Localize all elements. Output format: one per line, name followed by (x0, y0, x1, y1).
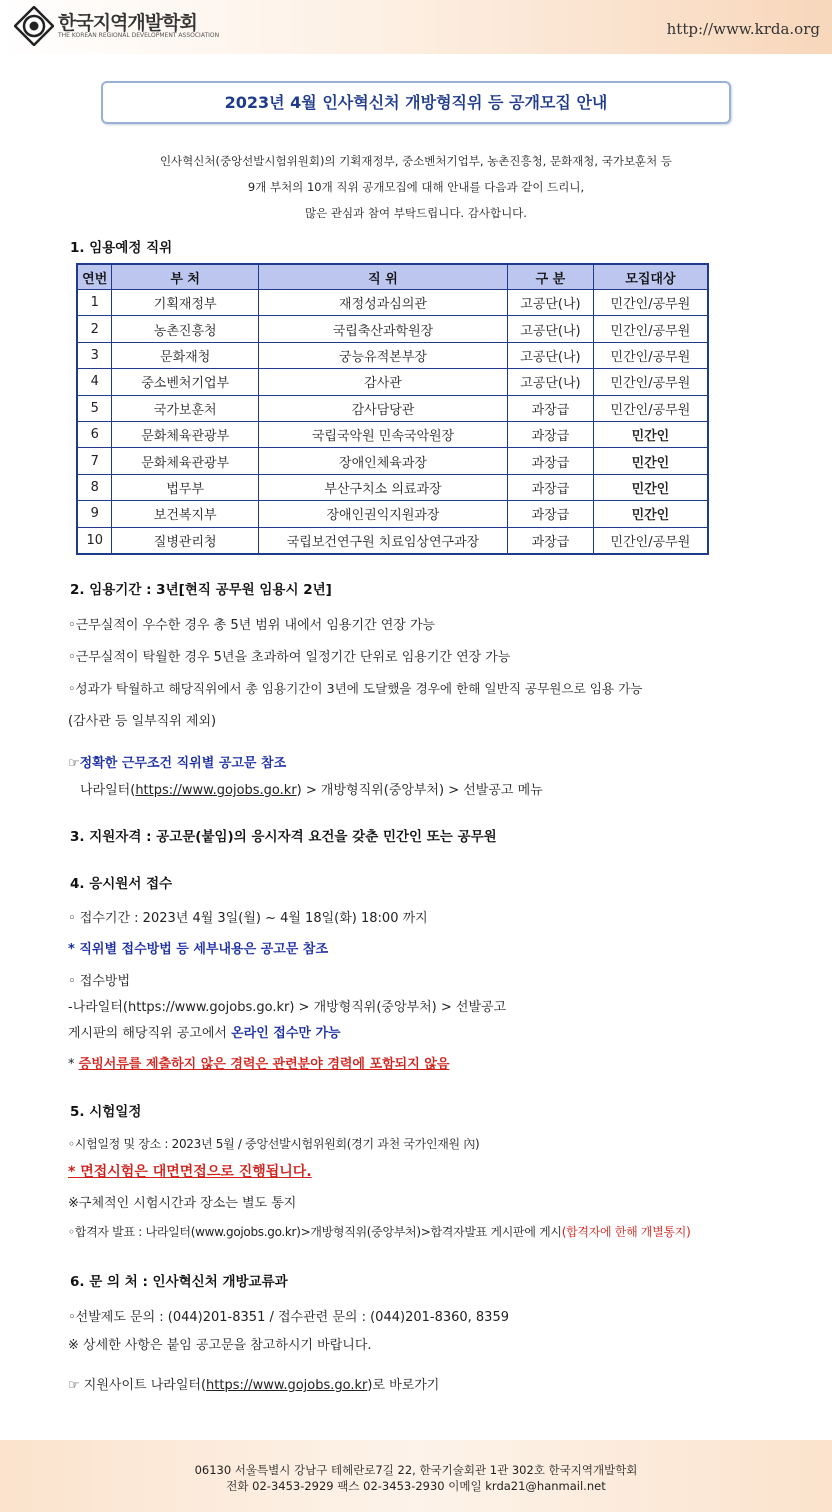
site-url-link[interactable]: http://www.krda.org (666, 20, 820, 38)
result-announcement (68, 1223, 690, 1240)
col-header-no: 연번 (77, 264, 112, 290)
section3-heading: 3. 지원자격 : 공고문(붙임)의 응시자격 요건을 갖춘 민간인 또는 공무원 (70, 829, 497, 845)
cell-grade: 과장급 (508, 395, 594, 421)
col-header-target: 모집대상 (593, 264, 708, 290)
cell-position: 국립축산과학원장 (258, 316, 507, 342)
cell-grade: 과장급 (508, 448, 594, 474)
cell-ministry: 보건복지부 (112, 501, 259, 527)
application-method-detail (68, 1022, 341, 1041)
pointing-hand-icon: ☞ (68, 1378, 80, 1393)
contact-info: ◦선발제도 문의 : (044)201-8351 / 접수관련 문의 : (044)201-8360, 8359 (68, 1310, 509, 1325)
cell-no: 9 (77, 501, 112, 527)
table-row (77, 342, 708, 368)
cell-ministry: 문화체육관광부 (112, 448, 259, 474)
cell-ministry: 질병관리청 (112, 527, 259, 554)
cell-target: 민간인/공무원 (593, 290, 708, 316)
cell-target: 민간인 (593, 501, 708, 527)
cell-grade: 고공단(나) (508, 369, 594, 395)
intro-line: 인사혁신처(중앙선발시험위원회)의 기획재정부, 중소벤처기업부, 농촌진흥청, 문화재청, 국가보훈처 등 (159, 154, 673, 168)
cell-ministry: 국가보훈처 (112, 395, 259, 421)
gojobs-link[interactable]: https://www.gojobs.go.kr (135, 783, 297, 798)
cell-target: 민간인/공무원 (593, 395, 708, 421)
condition-note-text: 정확한 근무조건 직위별 공고문 참조 (79, 756, 287, 771)
cell-grade: 고공단(나) (508, 290, 594, 316)
term-line: ◦근무실적이 우수한 경우 총 5년 범위 내에서 임용기간 연장 가능 (68, 618, 436, 633)
condition-path (80, 779, 543, 798)
support-site-link[interactable] (68, 1374, 439, 1393)
cell-ministry: 중소벤처기업부 (112, 369, 259, 395)
intro-line: 많은 관심과 참여 부탁드립니다. 감사합니다. (305, 206, 527, 220)
result-announcement-text: ◦합격자 발표 : 나라일터(www.gojobs.go.kr)>개방형직위(중앙부처)>합격자발표 게시판에 게시 (68, 1225, 562, 1239)
cell-position: 감사담당관 (258, 395, 507, 421)
cell-no: 3 (77, 342, 112, 368)
term-line: ◦근무실적이 탁월한 경우 5년을 초과하여 일정기간 단위로 임용기간 연장 가능 (68, 650, 511, 665)
term-line: ◦성과가 탁월하고 해당직위에서 총 임용기간이 3년에 도달했을 경우에 한해 일반직 공무원으로 임용 가능 (68, 681, 643, 696)
cell-no: 2 (77, 316, 112, 342)
table-row (77, 421, 708, 447)
table-row (77, 501, 708, 527)
footer-address: 06130 서울특별시 강남구 테헤란로7길 22, 한국기술회관 1관 302호 한국지역개발학회 (194, 1463, 638, 1477)
exam-schedule: ◦시험일정 및 장소 : 2023년 5월 / 중앙선발시험위원회(경기 과천 국가인재원 內) (68, 1137, 480, 1151)
cell-no: 4 (77, 369, 112, 395)
org-name-en: THE KOREAN REGIONAL DEVELOPMENT ASSOCIATION (58, 32, 220, 39)
cell-ministry: 농촌진흥청 (112, 316, 259, 342)
table-row (77, 369, 708, 395)
cell-grade: 고공단(나) (508, 316, 594, 342)
cell-position: 국립국악원 민속국악원장 (258, 421, 507, 447)
cell-position: 장애인권익지원과장 (258, 501, 507, 527)
condition-path-pre: 나라일터( (80, 783, 136, 798)
application-method-path: -나라일터(https://www.gojobs.go.kr) > 개방형직위(중앙부처) > 선발공고 (68, 1000, 507, 1015)
cell-target: 민간인/공무원 (593, 527, 708, 554)
cell-target: 민간인 (593, 421, 708, 447)
table-row (77, 290, 708, 316)
warning-star: * (68, 1057, 79, 1072)
application-period: ◦ 접수기간 : 2023년 4월 3일(월) ~ 4월 18일(화) 18:00 까지 (68, 911, 428, 926)
cell-ministry: 문화체육관광부 (112, 421, 259, 447)
cell-position: 재정성과심의관 (258, 290, 507, 316)
exam-detail-note: ※구체적인 시험시간과 장소는 별도 통지 (68, 1196, 297, 1211)
cell-grade: 고공단(나) (508, 342, 594, 368)
col-header-position: 직 위 (258, 264, 507, 290)
cell-no: 8 (77, 474, 112, 500)
online-only-text: 온라인 접수만 가능 (231, 1026, 341, 1041)
method-detail-pre: 게시판의 해당직위 공고에서 (68, 1026, 232, 1041)
cell-no: 6 (77, 421, 112, 447)
section4-heading: 4. 응시원서 접수 (70, 876, 173, 892)
table-row (77, 316, 708, 342)
warning-text: 증빙서류를 제출하지 않은 경력은 관련분야 경력에 포함되지 않음 (78, 1057, 450, 1072)
cell-target: 민간인 (593, 448, 708, 474)
cell-grade: 과장급 (508, 527, 594, 554)
term-line: (감사관 등 일부직위 제외) (68, 714, 217, 729)
cell-ministry: 법무부 (112, 474, 259, 500)
cell-position: 국립보건연구원 치료임상연구과장 (258, 527, 507, 554)
table-row (77, 527, 708, 554)
condition-path-post: ) > 개방형직위(중앙부처) > 선발공고 메뉴 (296, 783, 543, 798)
cell-position: 궁능유적본부장 (258, 342, 507, 368)
intro-text (100, 148, 732, 226)
footer-contact: 전화 02-3453-2929 팩스 02-3453-2930 이메일 krda21@hanmail.net (226, 1479, 606, 1493)
cell-position: 장애인체육과장 (258, 448, 507, 474)
cell-target: 민간인 (593, 474, 708, 500)
positions-table (76, 263, 709, 555)
org-name-kr: 한국지역개발학회 (58, 12, 197, 34)
page-title: 2023년 4월 인사혁신처 개방형직위 등 공개모집 안내 (101, 81, 731, 124)
cell-target: 민간인/공무원 (593, 316, 708, 342)
evidence-warning (68, 1053, 449, 1072)
section1-heading: 1. 임용예정 직위 (70, 240, 173, 256)
cell-no: 10 (77, 527, 112, 554)
cell-ministry: 문화재청 (112, 342, 259, 368)
cell-no: 1 (77, 290, 112, 316)
cell-grade: 과장급 (508, 501, 594, 527)
individual-notice-text: (합격자에 한해 개별통지) (561, 1225, 691, 1239)
section5-heading: 5. 시험일정 (70, 1104, 142, 1120)
cell-target: 민간인/공무원 (593, 342, 708, 368)
table-row (77, 395, 708, 421)
application-note: * 직위별 접수방법 등 세부내용은 공고문 참조 (68, 942, 328, 957)
table-header-row (77, 264, 708, 290)
col-header-grade: 구 분 (508, 264, 594, 290)
cell-ministry: 기획재정부 (112, 290, 259, 316)
page-footer (0, 1440, 832, 1512)
reference-note: ※ 상세한 사항은 붙임 공고문을 참고하시기 바랍니다. (68, 1338, 372, 1353)
page-header (0, 0, 832, 54)
table-row (77, 474, 708, 500)
cell-grade: 과장급 (508, 421, 594, 447)
cell-no: 7 (77, 448, 112, 474)
col-header-ministry: 부 처 (112, 264, 259, 290)
support-site-url[interactable]: https://www.gojobs.go.kr (206, 1378, 368, 1393)
cell-target: 민간인/공무원 (593, 369, 708, 395)
cell-grade: 과장급 (508, 474, 594, 500)
pointing-hand-icon: ☞ (68, 756, 80, 771)
intro-line: 9개 부처의 10개 직위 공개모집에 대해 안내를 다음과 같이 드리니, (247, 180, 585, 194)
cell-position: 감사관 (258, 369, 507, 395)
condition-note (68, 752, 286, 771)
section6-heading: 6. 문 의 처 : 인사혁신처 개방교류과 (70, 1274, 288, 1290)
interview-note: * 면접시험은 대면면접으로 진행됩니다. (68, 1164, 312, 1180)
krda-logo-icon (14, 6, 54, 46)
section2-heading: 2. 임용기간 : 3년[현직 공무원 임용시 2년] (70, 582, 332, 598)
application-method-label: ◦ 접수방법 (68, 974, 131, 989)
support-site-post: )로 바로가기 (367, 1378, 440, 1393)
cell-no: 5 (77, 395, 112, 421)
cell-position: 부산구치소 의료과장 (258, 474, 507, 500)
support-site-pre: 지원사이트 나라일터( (79, 1378, 207, 1393)
table-row (77, 448, 708, 474)
